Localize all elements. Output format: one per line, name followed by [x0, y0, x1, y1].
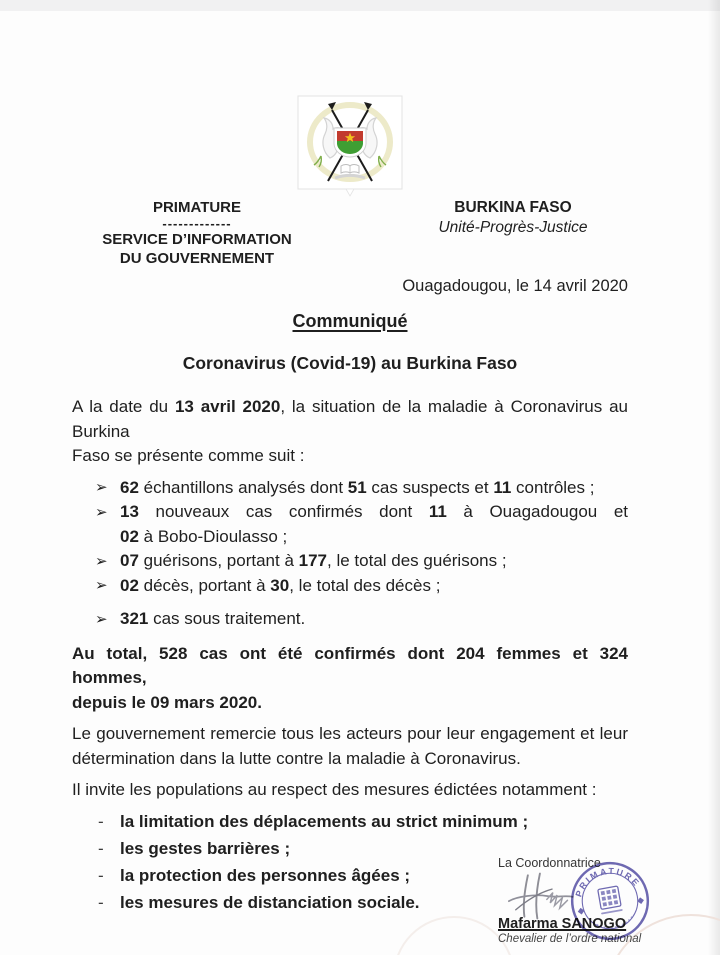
paragraph-line: Le gouvernement remercie tous les acteurs pour leur engagement et leur: [72, 724, 628, 743]
country-name: BURKINA FASO: [454, 199, 572, 216]
list-item-text: 02 décès, portant à 30, le total des décès ;: [120, 575, 441, 595]
arrow-bullet-icon: ➢: [95, 479, 108, 496]
list-item: [72, 476, 628, 501]
list-item: [72, 607, 628, 632]
list-item-text: la protection des personnes âgées ;: [120, 865, 411, 885]
paragraph-line: Faso se présente comme suit :: [72, 446, 305, 465]
situation-list: [72, 476, 628, 632]
open-book: [341, 165, 359, 174]
signatory-name: Mafarma SANOGO: [498, 916, 627, 932]
dash-bullet-icon: -: [98, 892, 104, 912]
divider-dashes: -------------: [162, 216, 232, 231]
signatory-honorific: Chevalier de l’ordre national: [498, 933, 642, 945]
paragraph-line: depuis le 09 mars 2020.: [72, 692, 262, 712]
letterhead: [72, 198, 628, 268]
signatory-role: La Coordonnatrice: [498, 856, 601, 870]
arrow-bullet-icon: ➢: [95, 552, 108, 570]
list-item-text: 62 échantillons analysés dont 51 cas suspects et 11 contrôles ;: [120, 477, 595, 497]
list-item-text: 13 nouveaux cas confirmés dont 11 à Ouagadougou et: [120, 502, 629, 521]
thanks-paragraph: [72, 722, 628, 771]
dateline: Ouagadougou, le 14 avril 2020: [402, 277, 628, 295]
list-item: [72, 549, 628, 574]
letterhead-left: [72, 198, 322, 268]
dash-bullet-icon: -: [98, 865, 104, 885]
paragraph-line: A la date du 13 avril 2020, la situation de la maladie à Coronavirus au Burkina: [72, 397, 628, 441]
signature-block: [498, 856, 683, 945]
dash-bullet-icon: -: [98, 838, 104, 858]
svg-text:PRIMATURE: [569, 860, 643, 899]
primature-stamp: [568, 859, 652, 943]
list-item-text: 07 guérisons, portant à 177, le total des guérisons ;: [120, 551, 507, 570]
service-name-line2: DU GOUVERNEMENT: [119, 250, 275, 267]
totals-paragraph: [72, 642, 628, 716]
dash-bullet-icon: -: [98, 811, 104, 831]
arrow-bullet-icon: ➢: [95, 577, 108, 594]
invite-paragraph: Il invite les populations au respect des mesures édictées notamment :: [72, 780, 597, 799]
list-item-text: les mesures de distanciation sociale.: [120, 892, 420, 912]
list-item-text: les gestes barrières ;: [120, 838, 291, 858]
document-title: Communiqué: [292, 311, 408, 331]
stamp-text: PRIMATURE: [573, 865, 643, 899]
scan-watermark-circle: [393, 916, 515, 955]
burkina-faso-coat-of-arms: [297, 95, 403, 197]
letterhead-right: [398, 198, 628, 268]
intro-paragraph: [72, 395, 628, 469]
scan-edge-right: [708, 0, 720, 955]
list-item: [72, 574, 628, 599]
list-item: [72, 500, 628, 549]
national-motto: Unité-Progrès-Justice: [438, 219, 588, 236]
paragraph-line: Au total, 528 cas ont été confirmés dont 204 femmes et 324 hommes,: [72, 643, 628, 687]
document-subtitle: Coronavirus (Covid-19) au Burkina Faso: [182, 353, 518, 373]
list-item-text: 02 à Bobo-Dioulasso ;: [120, 526, 288, 546]
list-item: [72, 808, 628, 835]
org-name: PRIMATURE: [152, 199, 242, 216]
service-name-line1: SERVICE D’INFORMATION: [102, 231, 292, 248]
arrow-bullet-icon: ➢: [95, 503, 108, 521]
paragraph-line: détermination dans la lutte contre la maladie à Coronavirus.: [72, 748, 521, 768]
list-item-text: 321 cas sous traitement.: [120, 609, 306, 628]
document-content: [72, 0, 628, 916]
arrow-bullet-icon: ➢: [95, 610, 108, 628]
list-item-text: la limitation des déplacements au strict minimum ;: [120, 811, 529, 831]
